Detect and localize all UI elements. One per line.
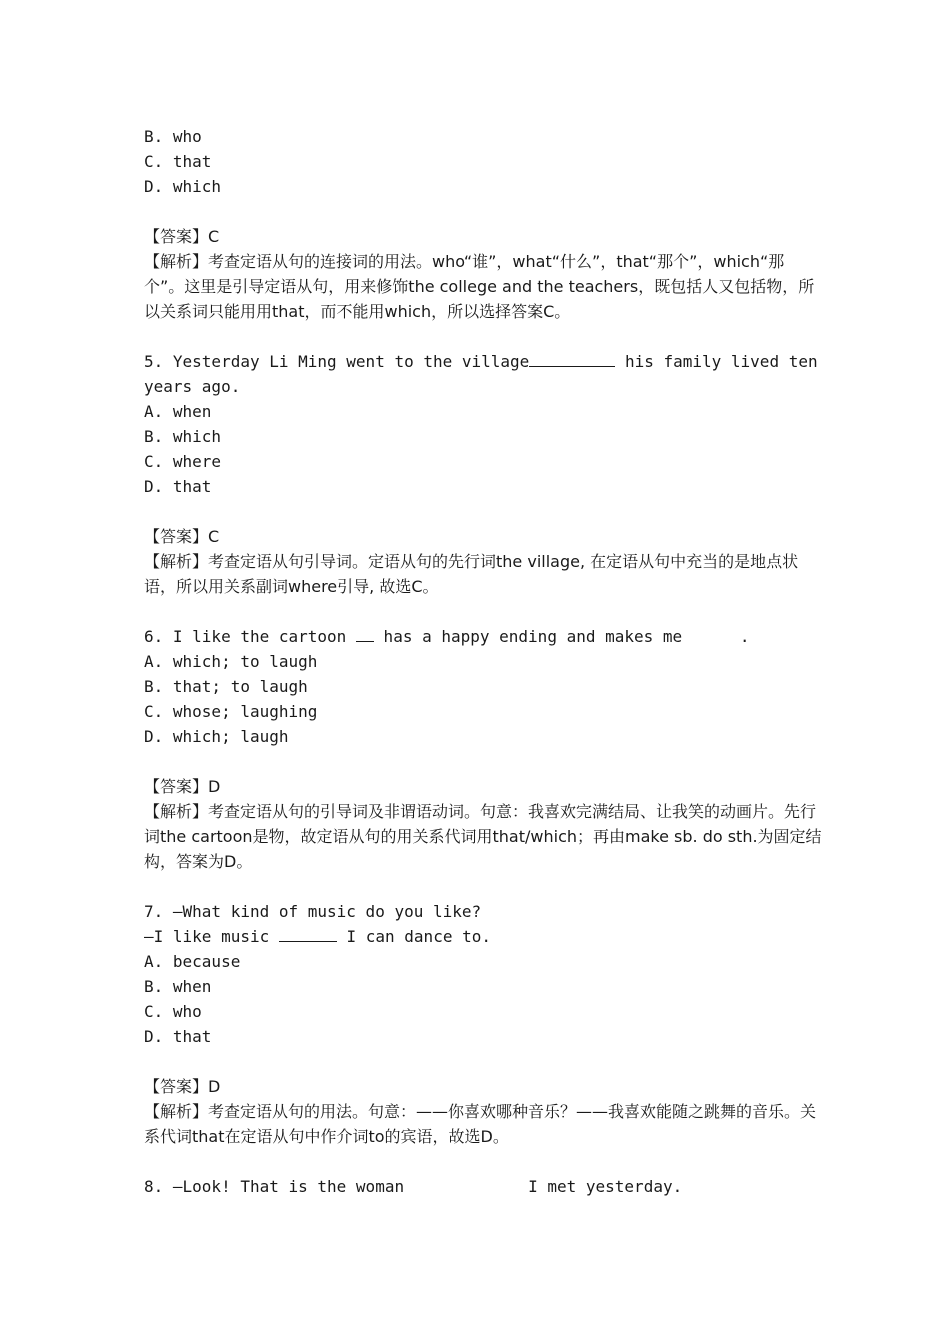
option-a: A. because: [144, 952, 241, 971]
answer-blank: [529, 349, 615, 367]
answer-blank: [279, 924, 337, 942]
analysis: 【解析】考查定语从句的连接词的用法。who“谁”，what“什么”，that“那个”，which“那个”。这里是引导定语从句，用来修饰the college and the teachers，既包括人又包括物，所以关系词只能用用that，而不能用which，所以选择答案C。: [144, 252, 815, 321]
stem-text: —I like music: [144, 927, 279, 946]
answer-blank: [356, 624, 374, 642]
question-5: [144, 349, 828, 599]
question-7: [144, 899, 824, 1149]
stem-text: 5. Yesterday Li Ming went to the village: [144, 352, 530, 371]
answer: 【答案】C: [144, 227, 220, 246]
option-b: B. who: [144, 127, 202, 146]
spacer: [144, 749, 824, 774]
document-page: [144, 124, 828, 1199]
question-stem: [144, 1174, 824, 1199]
analysis: 【解析】考查定语从句的引导词及非谓语动词。句意：我喜欢完满结局、让我笑的动画片。先行词the cartoon是物，故定语从句的用关系代词用that/which；再由make sb. do sth.为固定结构，答案为D。: [144, 802, 822, 871]
analysis: 【解析】考查定语从句引导词。定语从句的先行词the village, 在定语从句中充当的是地点状语，所以用关系副词where引导, 故选C。: [144, 552, 799, 596]
question-stem: [144, 349, 828, 399]
question-6: [144, 624, 824, 874]
option-a: A. which; to laugh: [144, 652, 318, 671]
answer: 【答案】C: [144, 527, 220, 546]
analysis: 【解析】考查定语从句的用法。句意：——你喜欢哪种音乐？——我喜欢能随之跳舞的音乐。关系代词that在定语从句中作介词to的宾语，故选D。: [144, 1102, 817, 1146]
option-c: C. that: [144, 152, 212, 171]
stem-text: I met yesterday.: [528, 1177, 683, 1196]
option-d: D. that: [144, 477, 212, 496]
stem-text: 6. I like the cartoon: [144, 627, 356, 646]
option-d: D. that: [144, 1027, 212, 1046]
question-stem: [144, 924, 824, 949]
spacer: [144, 874, 824, 899]
spacer: [144, 324, 824, 349]
option-d: D. which: [144, 177, 222, 196]
answer: 【答案】D: [144, 1077, 221, 1096]
spacer: [144, 199, 824, 224]
option-b: B. that; to laugh: [144, 677, 308, 696]
spacer: [144, 599, 824, 624]
stem-text: has a happy ending and makes me: [373, 627, 692, 646]
spacer: [144, 499, 824, 524]
option-c: C. where: [144, 452, 222, 471]
stem-text: I can dance to.: [336, 927, 491, 946]
question-stem: [144, 624, 824, 649]
option-b: B. when: [144, 977, 212, 996]
question-stem: 7. —What kind of music do you like?: [144, 902, 482, 921]
option-b: B. which: [144, 427, 222, 446]
option-a: A. when: [144, 402, 212, 421]
stem-text: his family lived ten years ago.: [144, 352, 828, 396]
option-c: C. who: [144, 1002, 202, 1021]
stem-text: .: [739, 627, 750, 646]
spacer: [144, 1149, 824, 1174]
question-4: [144, 124, 824, 324]
option-c: C. whose; laughing: [144, 702, 318, 721]
stem-text: 8. —Look! That is the woman: [144, 1177, 405, 1196]
option-d: D. which; laugh: [144, 727, 289, 746]
question-8: [144, 1174, 824, 1199]
spacer: [144, 1049, 824, 1074]
answer: 【答案】D: [144, 777, 221, 796]
